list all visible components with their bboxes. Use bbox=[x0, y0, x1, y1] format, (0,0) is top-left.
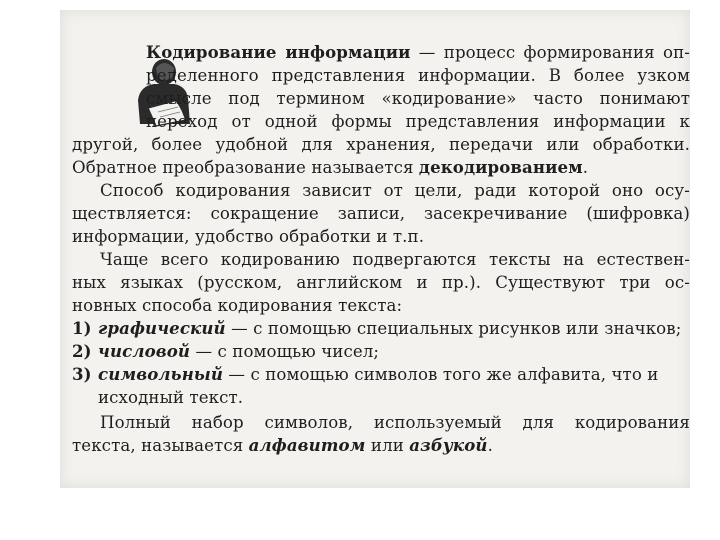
textbook-page bbox=[60, 10, 690, 488]
para1-line3: смысле под термином «кодирование» часто понимают bbox=[146, 89, 690, 108]
para4-line2: текста, называется алфавитом или азбукой. bbox=[72, 435, 493, 455]
para3-line3: новных способа кодирования текста: bbox=[72, 296, 403, 315]
term-alphabet: алфавитом bbox=[248, 435, 366, 455]
term-encoding: Кодирование информации bbox=[146, 42, 411, 62]
term-graphic: графический bbox=[98, 318, 226, 338]
list-item: 3) символьный — с помощью символов того же алфавита, что и bbox=[72, 364, 659, 384]
para1-line5: другой, более удобной для хранения, передачи или обработки. bbox=[72, 135, 690, 154]
para1-line2: ределенного представления информации. В более узком bbox=[146, 66, 690, 85]
para4-line1: Полный набор символов, используемый для кодирования bbox=[100, 413, 690, 432]
term-azbuka: азбукой bbox=[409, 435, 488, 455]
list-item: 2) числовой — с помощью чисел; bbox=[72, 341, 380, 361]
para1-line4: переход от одной формы представления информации к bbox=[146, 112, 690, 131]
para2-line3: информации, удобство обработки и т.п. bbox=[72, 227, 425, 246]
para3-line2: ных языках (русском, английском и пр.). Существуют три ос- bbox=[72, 273, 690, 292]
term-numeric: числовой bbox=[98, 341, 191, 361]
term-symbolic: символьный bbox=[98, 364, 224, 384]
para2-line1: Способ кодирования зависит от цели, ради которой оно осу- bbox=[100, 181, 690, 200]
list-item: 1) графический — с помощью специальных рисунков или значков; bbox=[72, 318, 682, 338]
para1-line6: Обратное преобразование называется декодированием. bbox=[72, 157, 589, 177]
term-decoding: декодированием bbox=[418, 157, 583, 177]
para2-line2: ществляется: сокращение записи, засекречивание (шифровка) bbox=[72, 204, 690, 223]
list-item-continuation: исходный текст. bbox=[98, 388, 244, 407]
para1-line1: Кодирование информации — процесс формирования оп- bbox=[146, 42, 690, 62]
para3-line1: Чаще всего кодированию подвергаются тексты на естествен- bbox=[100, 250, 690, 269]
